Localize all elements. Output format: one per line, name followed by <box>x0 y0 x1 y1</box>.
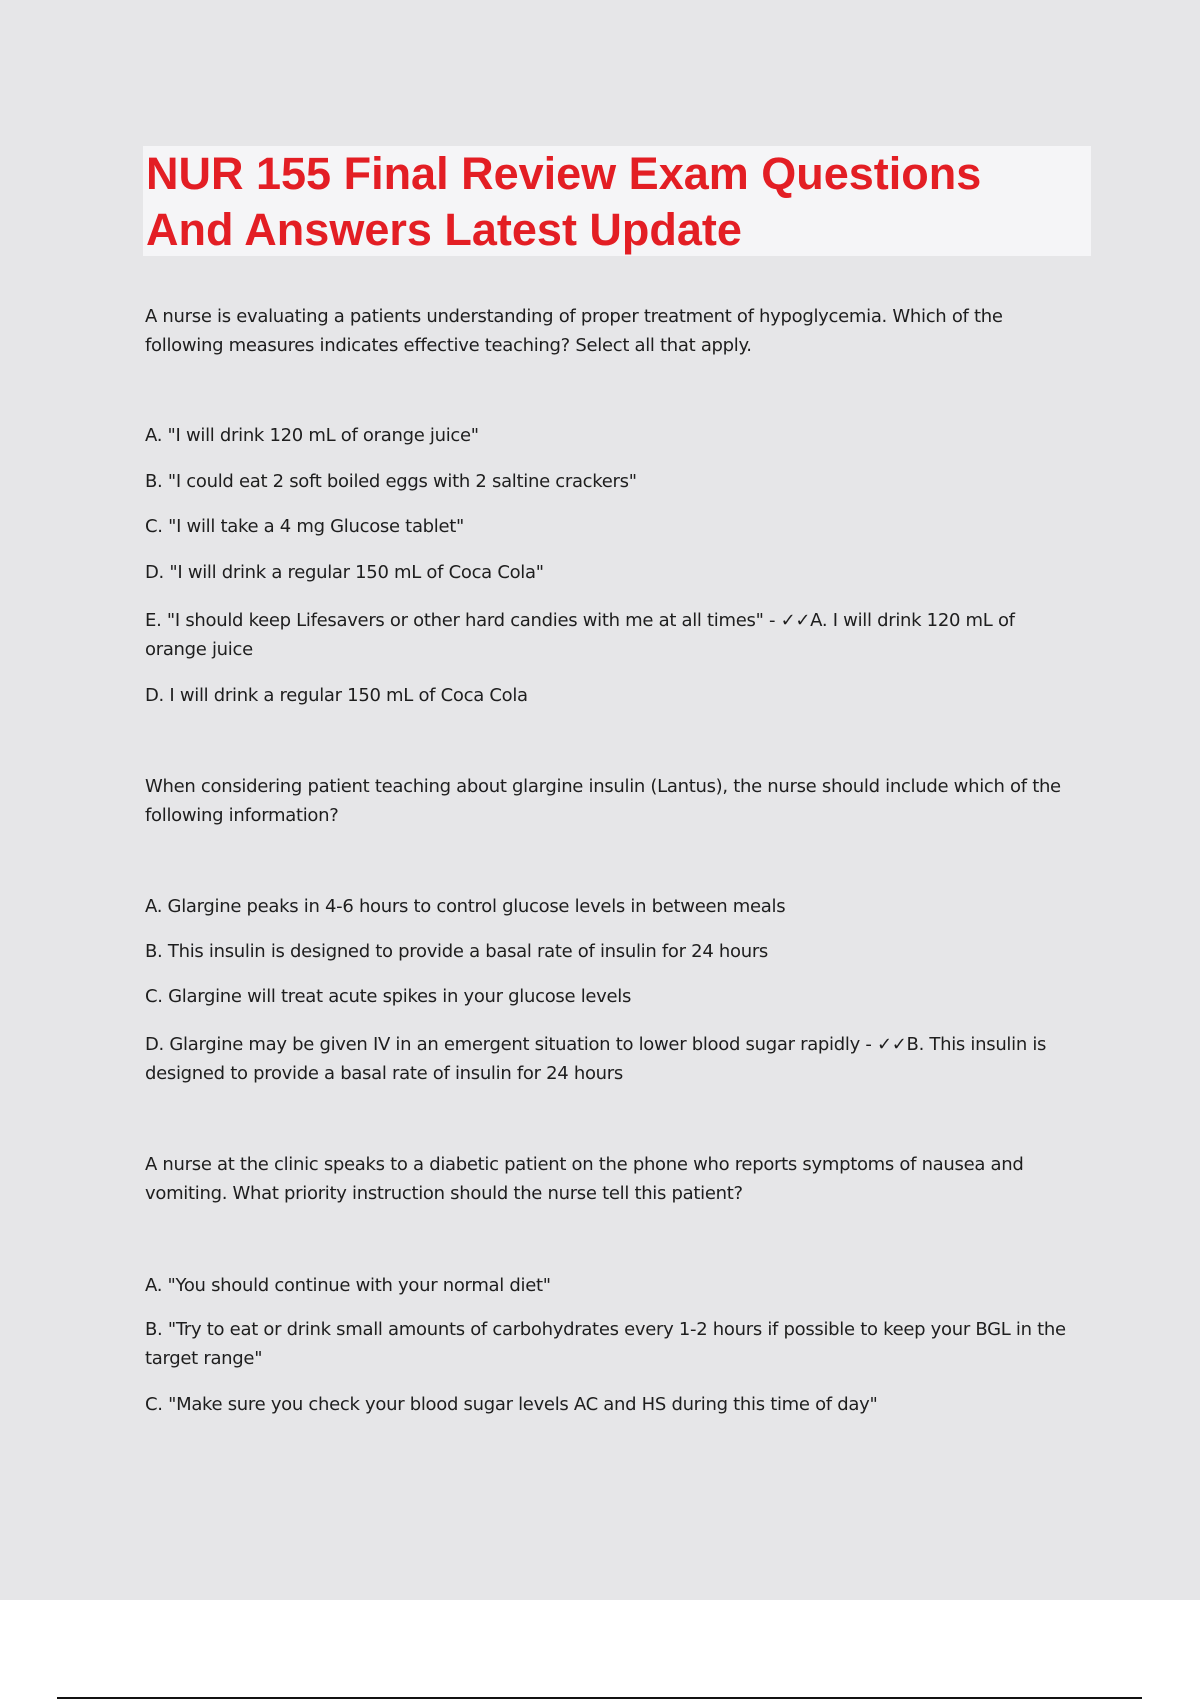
option-line: target range" <box>145 1348 263 1369</box>
option-line: orange juice <box>145 639 253 660</box>
option-line: B. This insulin is designed to provide a basal rate of insulin for 24 hours <box>145 941 768 962</box>
question-2-prompt-line: following information? <box>145 805 339 826</box>
question-1-option-a <box>145 421 1095 450</box>
question-1-answer-d <box>145 681 1095 710</box>
option-line: B. "Try to eat or drink small amounts of carbohydrates every 1-2 hours if possible to keep your BGL in the <box>145 1319 1066 1340</box>
question-1-option-c <box>145 512 1095 541</box>
option-line: C. "Make sure you check your blood sugar levels AC and HS during this time of day" <box>145 1394 878 1415</box>
question-3-option-a <box>145 1271 1095 1300</box>
option-line: D. "I will drink a regular 150 mL of Coca Cola" <box>145 562 544 583</box>
question-2-prompt-line: When considering patient teaching about glargine insulin (Lantus), the nurse should include which of the <box>145 776 1061 797</box>
question-2-option-c <box>145 982 1095 1011</box>
option-line: A. "You should continue with your normal diet" <box>145 1275 551 1296</box>
question-2-option-a <box>145 892 1095 921</box>
option-line: C. Glargine will treat acute spikes in your glucose levels <box>145 986 632 1007</box>
question-1-option-e-with-answer <box>145 606 1095 664</box>
question-1-prompt-line: following measures indicates effective teaching? Select all that apply. <box>145 335 752 356</box>
question-3-option-c <box>145 1390 1095 1419</box>
option-line: E. "I should keep Lifesavers or other hard candies with me at all times" - ✓✓A. I will drink 120 mL of <box>145 610 1015 631</box>
question-3-prompt <box>145 1150 1095 1208</box>
document-title <box>146 146 981 258</box>
question-2-option-b <box>145 937 1095 966</box>
question-1-option-b <box>145 467 1095 496</box>
question-2-prompt <box>145 772 1095 830</box>
option-line: D. I will drink a regular 150 mL of Coca Cola <box>145 685 528 706</box>
option-line: A. Glargine peaks in 4-6 hours to control glucose levels in between meals <box>145 896 786 917</box>
question-3-option-b <box>145 1315 1095 1373</box>
option-line: C. "I will take a 4 mg Glucose tablet" <box>145 516 465 537</box>
option-line: D. Glargine may be given IV in an emergent situation to lower blood sugar rapidly - ✓✓B. This insulin is <box>145 1034 1047 1055</box>
question-1-prompt-line: A nurse is evaluating a patients understanding of proper treatment of hypoglycemia. Which of the <box>145 306 1003 327</box>
footer-rule <box>57 1697 1142 1699</box>
option-line: B. "I could eat 2 soft boiled eggs with 2 saltine crackers" <box>145 471 637 492</box>
document-title-line: NUR 155 Final Review Exam Questions <box>146 148 982 199</box>
question-3-prompt-line: A nurse at the clinic speaks to a diabetic patient on the phone who reports symptoms of nausea and <box>145 1154 1024 1175</box>
question-1-option-d <box>145 558 1095 587</box>
question-1-prompt <box>145 302 1095 360</box>
option-line: A. "I will drink 120 mL of orange juice" <box>145 425 479 446</box>
question-3-prompt-line: vomiting. What priority instruction should the nurse tell this patient? <box>145 1183 743 1204</box>
document-title-line: And Answers Latest Update <box>146 204 742 255</box>
question-2-option-d-with-answer <box>145 1030 1095 1088</box>
option-line: designed to provide a basal rate of insulin for 24 hours <box>145 1063 623 1084</box>
